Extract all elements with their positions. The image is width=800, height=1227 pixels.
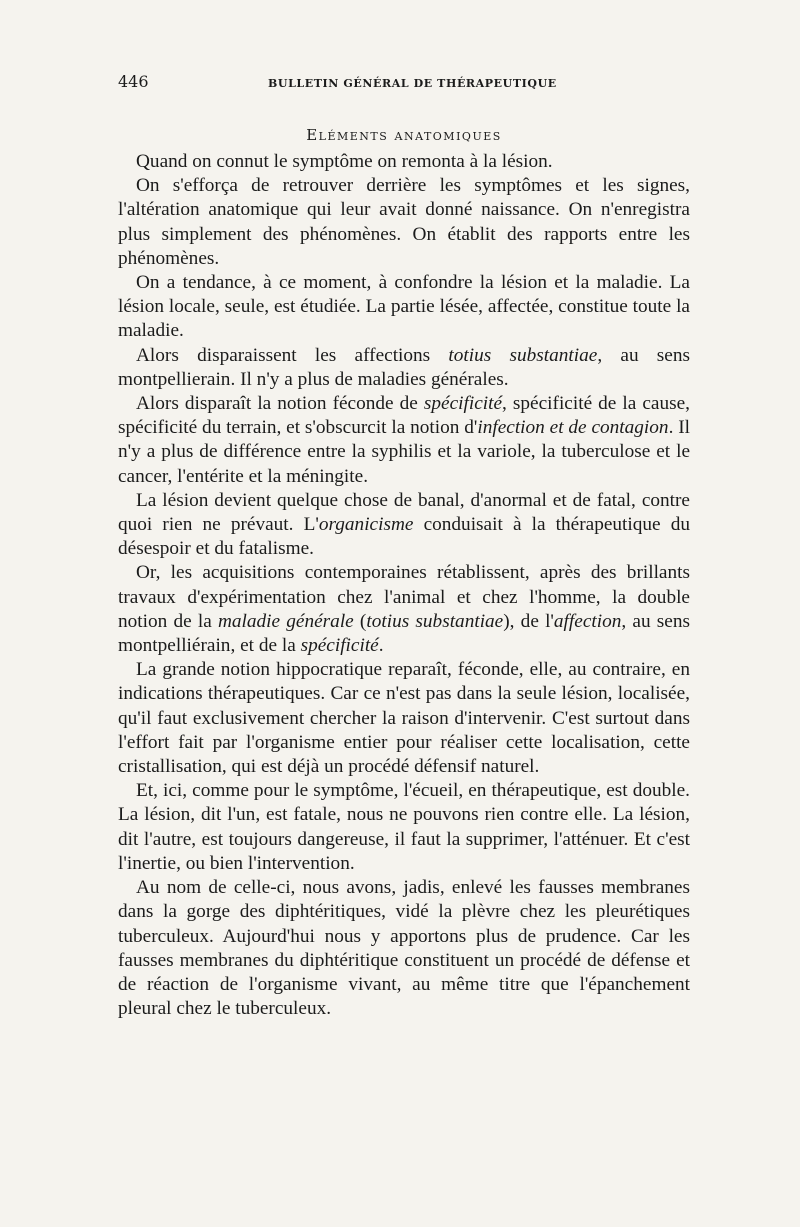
text-run: ), de l' [503,610,554,632]
running-title: BULLETIN GÉNÉRAL DE THÉRAPEUTIQUE [268,77,557,90]
paragraph: On a tendance, à ce moment, à confondre la lésion et la maladie. La lésion locale, seule, est étudiée. La partie lésée, affectée, constitue toute la maladie. [118,272,690,342]
italic-term: totius substantiae [448,344,598,366]
page-number: 446 [118,72,149,91]
text-run: Alors disparaissent les affections [136,344,449,366]
paragraph: La grande notion hippocratique reparaît, féconde, elle, au contraire, en indications thérapeutiques. Car ce n'est pas dans la seule lésion, localisée, qu'il faut exclusivement chercher la raison d'intervenir. C'est surtout dans l'effort fait par l'organisme entier pour réaliser cette localisation, cette cristallisation, qui est déjà un procédé défensif naturel. [118,659,690,778]
italic-term: spécificité [423,393,503,415]
paragraph [118,561,690,658]
text-run: ( [353,610,367,632]
text-run: , spécificité de la cause, spécificité du terrain, et s'obscurcit la notion d' [118,393,690,439]
paragraph [118,392,690,489]
text-run: . Il n'y a plus de différence entre la syphilis et la variole, la tuberculose et le cancer, l'entérite et la méningite. [118,417,690,487]
paragraph: Et, ici, comme pour le symptôme, l'écueil, en thérapeutique, est double. La lésion, dit l'un, est fatale, nous ne pouvons rien contre elle. La lésion, dit l'autre, est toujours dangereuse, il faut la supprimer, l'atténuer. Et c'est l'inertie, ou bien l'intervention. [118,780,690,874]
book-page [118,72,690,1021]
text-run: La lésion devient quelque chose de banal, d'anormal et de fatal, contre quoi rien ne prévaut. L' [118,489,690,536]
text-run: , au sens montpelliérain, et de la [118,610,690,657]
italic-term: spécificité [300,635,379,657]
italic-term: maladie générale [217,610,354,632]
text-run: , au sens montpellierain. Il n'y a plus de maladies générales. [118,344,691,390]
italic-term: totius substantiae [366,610,504,632]
italic-term: infection et de contagion [477,417,669,439]
text-run: Or, les acquisitions contemporaines rétablissent, après des brillants travaux d'expérimentation chez l'animal et chez l'homme, la double notion de la [118,562,690,632]
italic-term: affection [553,610,622,632]
text-run: Alors disparaît la notion féconde de [136,393,424,415]
text-run: . [378,635,384,657]
paragraph: Quand on connut le symptôme on remonta à la lésion. [136,151,553,172]
italic-term: organicisme [318,514,414,536]
text-run: conduisait à la thérapeutique du désespoir et du fatalisme. [118,514,690,560]
section-heading: Eléments anatomiques [306,126,502,144]
paragraph: Au nom de celle-ci, nous avons, jadis, enlevé les fausses membranes dans la gorge des diphtéritiques, vidé la plèvre chez les pleurétiques tuberculeux. Aujourd'hui nous y apportons plus de prudence. Car les fausses membranes du diphtéritique constituent un procédé de défense et de réaction de l'organisme vivant, au même titre que l'épanchement pleural chez le tuberculeux. [118,877,690,1020]
page-header [118,72,690,102]
paragraph [118,344,690,392]
paragraph: On s'efforça de retrouver derrière les symptômes et les signes, l'altération anatomique qui leur avait donné naissance. On n'enregistra plus simplement des phénomènes. On établit des rapports entre les phénomènes. [118,175,690,269]
paragraph [118,489,690,562]
